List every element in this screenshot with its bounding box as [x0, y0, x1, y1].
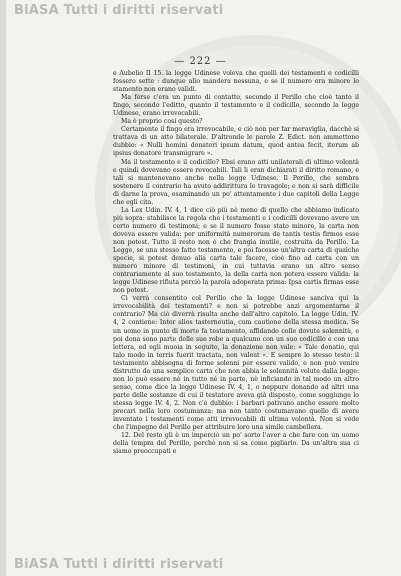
watermark-bottom: BiASA Tutti i diritti riservati [14, 557, 224, 572]
paragraph: 12. Del resto gli è un imperciò un po' sorto l'aver a che fare con un uomo della tempra del Perillo, perchè non si sa come pigliarlo. Da un'altra sua ci siamo preoccupati e [113, 432, 359, 456]
body-text [113, 70, 359, 456]
paragraph: La Lex Udin. IV. 4, 1 dice ciò più nè meno di quello che abbiamo indicato più sopra: stabilisce la regola che i testamenti e i codicilli dovevano avere un certo numero di testimoni; e se il numero fosse stato minore, la carta non doveva essere valida: per uniformità numerorum de tantis testis firmos esse non potest. Tutto il resto non è che frangia inutile, costruita da Perillo. La Legge, se una stesso fatto testamento, e poi facesse un'altra carta di qualche specie, si potest denuo alia carta tale facere, cioè fino ad carta con un numero minore di testimoni, in cui tuttavia erano un altro senso contrariamente al suo testamento, la della carta non potera essere valida: la legge Udinese rifiuta perciò la parola adoperata prima: Ipsa cartis firmas esse non potest. [113, 206, 360, 295]
paragraph: Certamente il fingo era irrevocabile, e ciò non per far meraviglia, dacchè si trattava di un atto bilaterale. D'altronde le parole Z. Edict. non ammettono dubbio: « Nulli homini donatori ipsum datum, quod antea fecit, iterum ab ipsius donatore transmigrare ». [113, 126, 359, 158]
paragraph: Ci verrà consentito col Perillo che la legge Udinese sanciva qui la irrevocabilità dei testamenti? e non si potrebbe anzi argomentarne il contrario? Ma ciò diverrà risulta anche dall'altro capitolo. La legge Udin. IV. 4, 2 contiene: Inter alios tasterneutia, cum cautione della stessa medica. Se un uomo in punto di morte fa testamento, affidando colle dovute solennità, e poi dona sono parte delle sue robe a qualcuno con un suo codicillo e con una lettera, ed egli muoia in seguito, la donazione non vale: « Tale donatio, qui talo modo in terris fuerit tractata, non valeat ». E sempre lo stesso testo: il testamento abbisogna di forme solenni per essere valido, e non può venire distrutto da una semplice carta che non abbia le solennità volute dalla legge: non lo può essere nè in tutto nè in parte, nè inficiando in tal modo un altro senso, come dice la legge Udinese IV. 4, 1, o neppure donando ad altri una parte delle sostanze di cui il testatore aveva già disposto, come soggiunge lo stessa legge IV. 4, 2. Non c'è dubbio: i barbari pativano anche essere molto precari nella loro costumanza: ma non tanto costumavano quello di avere inventato i testamenti come atti irrevocabili di ultima volontà. Non si vede che l'impegno del Perillo per attribuire loro una simile cambellera. [113, 295, 359, 432]
page-spine-shadow [0, 0, 6, 576]
paragraph: Ma è proprio cosi questo? [121, 118, 203, 126]
paragraph: Ma il testamento e il codicillo? Ebsi erano atti unilaterali di ultimo volontà e quindi dovevano essere revocabili. Tali li eran dichiarati il diritto romano, e tali si mantenevano anche nella legge Udinese. Il Perillo, che sembra sostenere il contrario ha avuto addirittura le travagole; e non si sarà difficile di darne la prova, esaminando un po' attentamente i due capitoli della Legge che egli cita. [113, 158, 359, 206]
watermark-top: BiASA Tutti i diritti riservati [14, 3, 224, 18]
page-number: — 222 — [174, 56, 227, 67]
paragraph: Ma forse c'era un punto di contatto, secondo il Perillo che cioè tanto il fingo, secondo l'editto, quanto il testamento e il codicillo, secondo la legge Udinese, erano irrevocabili. [113, 94, 359, 118]
paragraph: e Aubelio II 15. la legge Udinese voleva che quelli dei testamenti e codicilli fossero sette : dunque alio mandera nessuna, e se il numero era minore lo stamento non erano validi. [113, 70, 359, 94]
